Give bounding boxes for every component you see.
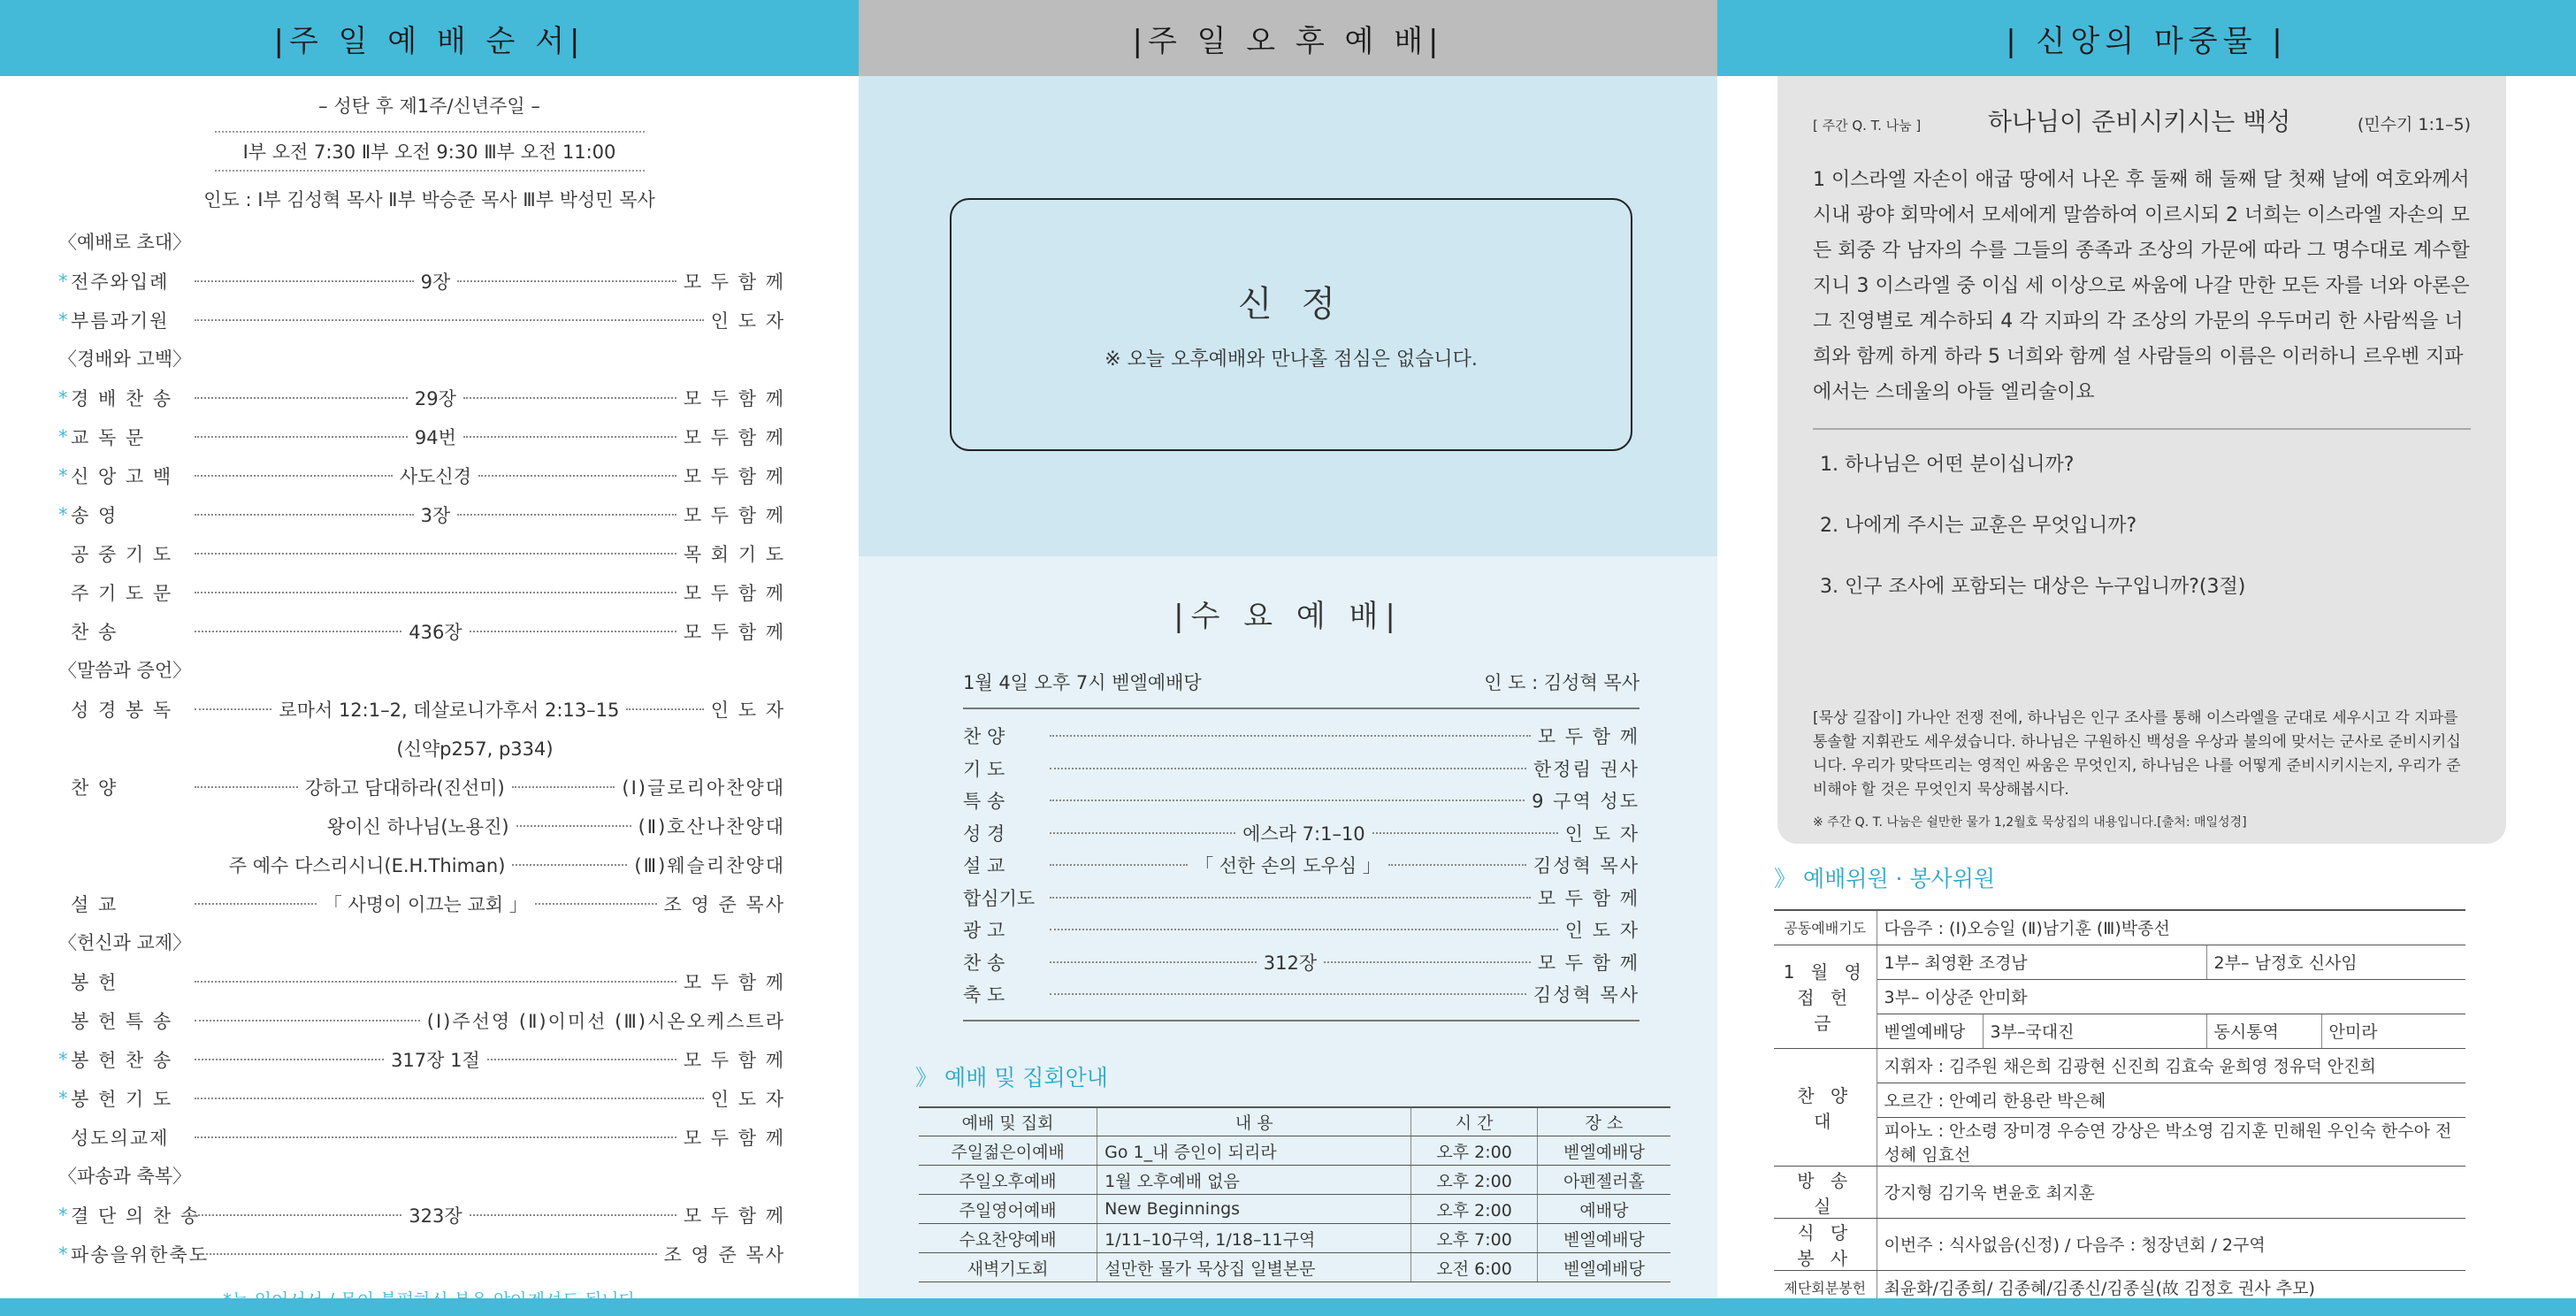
table-cell: 주일오후예배 <box>919 1166 1097 1195</box>
table-row <box>919 1253 1670 1282</box>
standing-marker: * <box>58 504 68 525</box>
sunday-order-title: |주 일 예 배 순 서| <box>0 0 859 76</box>
order-row <box>58 884 785 923</box>
table-cell: 오후 2:00 <box>1411 1166 1537 1195</box>
table-cell: 1월 오후예배 없음 <box>1097 1166 1411 1195</box>
order-item-detail: 436장 <box>409 622 462 643</box>
afternoon-title: |주 일 오 후 예 배| <box>859 0 1717 76</box>
order-item-detail: 사도신경 <box>399 466 471 487</box>
order-row <box>963 784 1640 817</box>
anthem-title: 왕이신 하나님(노용진) <box>326 816 509 838</box>
order-item-name: 성 경 <box>963 822 1005 845</box>
qt-source: ※ 주간 Q. T. 나눔은 쉴만한 물가 1,2월호 묵상집의 내용입니다.[출처: 매일성경] <box>1813 815 2247 830</box>
order-row <box>58 1196 785 1235</box>
order-item-name: 경 배 찬 송 <box>71 388 173 409</box>
order-item-leader: 인 도 자 <box>1564 822 1640 845</box>
dot-leader <box>195 514 414 516</box>
row-label: 식 당 봉 사 <box>1774 1218 1877 1270</box>
standing-marker: * <box>58 387 68 409</box>
dot-leader <box>195 1136 676 1138</box>
order-item-name: 설 교 <box>963 855 1005 877</box>
row-value: 강지형 김기욱 변윤호 최지훈 <box>1877 1166 2465 1218</box>
column-header: 장 소 <box>1537 1107 1670 1136</box>
section-heading: 〈말씀과 증언〉 <box>58 660 192 681</box>
standing-marker: * <box>58 1243 68 1265</box>
dot-leader <box>195 1214 401 1216</box>
order-item-detail: 「 사명이 이끄는 교회 」 <box>323 894 528 915</box>
table-cell: 벧엘예배당 <box>1537 1224 1670 1253</box>
anthem-choir: (Ⅱ)호산나찬양대 <box>638 816 785 838</box>
order-item-name: 성도의교제 <box>71 1128 170 1149</box>
dot-leader <box>478 475 676 477</box>
order-item-name: 전주와입례 <box>71 272 170 293</box>
order-item-name: 파송을위한축도 <box>71 1244 210 1266</box>
table-cell: Go 1_내 증인이 되리라 <box>1097 1136 1411 1166</box>
order-item-leader: (Ⅰ)주선영 (Ⅱ)이미선 (Ⅲ)시온오케스트라 <box>426 1011 785 1032</box>
row-value: 3부–국대진 <box>1983 1014 2206 1048</box>
order-row <box>58 1079 785 1118</box>
order-item-name: 봉 헌 특 송 <box>71 1011 173 1032</box>
order-item-leader: 인 도 자 <box>710 310 785 332</box>
wednesday-date: 1월 4일 오후 7시 벧엘예배당 <box>963 672 1202 693</box>
dot-leader <box>195 280 414 282</box>
dot-leader <box>1050 961 1257 963</box>
order-row <box>58 456 785 495</box>
order-item-leader: (Ⅰ)글로리아찬양대 <box>622 777 786 799</box>
order-item-detail: 312장 <box>1263 952 1318 974</box>
order-item-leader: 인 도 자 <box>710 1089 785 1110</box>
column-header: 내 용 <box>1097 1107 1411 1136</box>
dot-leader <box>512 786 615 788</box>
row-label: 1 월 영 접 헌 금 <box>1774 945 1877 1048</box>
order-row <box>58 1040 785 1079</box>
order-row <box>58 768 785 807</box>
row-value: 다음주 : (Ⅰ)오승일 (Ⅱ)남기훈 (Ⅲ)박종선 <box>1877 910 2465 945</box>
order-item-leader: 모 두 함 께 <box>683 1050 785 1071</box>
dot-leader <box>195 708 271 710</box>
faith-title: | 신앙의 마중물 | <box>1717 0 2576 76</box>
dot-leader <box>195 981 676 983</box>
dot-leader <box>1372 832 1558 834</box>
service-times: Ⅰ부 오전 7:30 Ⅱ부 오전 9:30 Ⅲ부 오전 11:00 <box>215 131 645 172</box>
dot-leader <box>195 1098 704 1099</box>
order-row <box>58 417 785 456</box>
standing-marker: * <box>58 310 68 331</box>
dot-leader <box>195 553 676 555</box>
order-item-leader: 인 도 자 <box>1564 920 1640 942</box>
standing-marker: * <box>58 426 68 448</box>
volunteers-table <box>1774 909 2465 1305</box>
table-cell: 오전 6:00 <box>1411 1253 1537 1282</box>
dot-leader <box>1388 864 1526 866</box>
order-row <box>963 849 1640 882</box>
table-cell: 수요찬양예배 <box>919 1224 1097 1253</box>
order-item-detail: 29장 <box>414 388 456 409</box>
qt-tag: [ 주간 Q. T. 나눔 ] <box>1813 118 1922 134</box>
standing-marker: * <box>58 1088 68 1109</box>
new-year-notice-box <box>950 198 1632 451</box>
qt-question: 1. 하나님은 어떤 분이십니까? <box>1820 454 2075 476</box>
order-item-name: 합심기도 <box>963 887 1036 909</box>
services-heading: 》 예배 및 집회안내 <box>915 1064 1108 1090</box>
order-item-detail: 「 선한 손의 도우심 」 <box>1195 855 1381 877</box>
order-row <box>58 962 785 1001</box>
table-row <box>1774 1117 2465 1166</box>
table-row <box>1774 1083 2465 1117</box>
row-label: 찬 양 대 <box>1774 1048 1877 1166</box>
order-row <box>963 946 1640 979</box>
order-item-detail: 에스라 7:1–10 <box>1242 822 1365 845</box>
order-row <box>58 534 785 573</box>
row-label: 제단회분봉헌 <box>1774 1270 1877 1305</box>
table-cell: 1/11–10구역, 1/18–11구역 <box>1097 1224 1411 1253</box>
order-item-leader: 모 두 함 께 <box>683 427 785 448</box>
table-cell: 설만한 물가 묵상집 일별본문 <box>1097 1253 1411 1282</box>
order-row <box>58 1235 785 1274</box>
table-row <box>919 1224 1670 1253</box>
section-heading: 〈파송과 축복〉 <box>58 1166 192 1187</box>
order-item-leader: 인 도 자 <box>710 700 785 721</box>
order-row <box>963 753 1640 785</box>
order-item-leader: 모 두 함 께 <box>683 272 786 293</box>
order-item-name: 특 송 <box>963 791 1005 813</box>
qt-header <box>1813 103 2471 138</box>
order-item-detail: 317장 1절 <box>391 1050 480 1071</box>
order-item-name: 결 단 의 찬 송 <box>71 1205 201 1227</box>
order-row <box>963 817 1640 850</box>
dot-leader <box>463 397 676 399</box>
order-item-name: 찬 송 <box>963 952 1005 974</box>
order-item-leader: 조 영 준 목사 <box>663 1244 785 1266</box>
row-value: 이번주 : 식사없음(신정) / 다음주 : 청장년회 / 2구역 <box>1877 1218 2465 1270</box>
order-item-detail: 9장 <box>420 272 451 293</box>
dot-leader <box>195 592 676 593</box>
dot-leader <box>1324 961 1531 963</box>
order-item-name: 찬 양 <box>963 726 1005 748</box>
table-cell: 오후 2:00 <box>1411 1136 1537 1166</box>
order-row <box>58 573 785 612</box>
dot-leader <box>1050 768 1526 769</box>
row-value: 3부– 이상준 안미화 <box>1877 979 2465 1014</box>
dot-leader <box>535 903 657 905</box>
order-item-detail: 3장 <box>420 505 451 526</box>
dot-leader <box>195 319 704 321</box>
qt-title: 하나님이 준비시키시는 백성 <box>1987 107 2291 136</box>
order-item-name: 봉 헌 찬 송 <box>71 1050 173 1071</box>
dot-leader <box>195 1020 420 1021</box>
dot-leader <box>457 280 676 282</box>
section-heading: 〈예배로 초대〉 <box>58 232 192 253</box>
dot-leader <box>195 436 408 438</box>
dot-leader <box>195 397 408 399</box>
order-item-name: 봉 헌 기 도 <box>71 1089 173 1110</box>
order-row <box>58 301 785 340</box>
notice-title: 신 정 <box>1238 284 1344 325</box>
table-row <box>1774 1014 2465 1048</box>
order-item-leader: 모 두 함 께 <box>683 583 785 604</box>
table-cell: 새벽기도회 <box>919 1253 1097 1282</box>
services-header-row <box>919 1107 1670 1136</box>
qt-reference: (민수기 1:1–5) <box>2357 115 2471 134</box>
wednesday-title: |수 요 예 배| <box>1173 599 1403 634</box>
order-item-leader: 모 두 함 께 <box>1537 887 1640 909</box>
table-cell: 오후 2:00 <box>1411 1195 1537 1224</box>
dot-leader <box>487 1059 676 1060</box>
order-row <box>58 612 785 651</box>
dot-leader <box>470 631 676 632</box>
order-item-name: 송 영 <box>71 505 118 526</box>
dot-leader <box>1050 735 1531 737</box>
order-item-leader: 9 구역 성도 <box>1532 791 1640 813</box>
volunteers-heading: 》 예배위원 · 봉사위원 <box>1774 866 1995 891</box>
table-cell: 벧엘예배당 <box>1537 1136 1670 1166</box>
order-item-name: 봉 헌 <box>71 972 118 993</box>
column-header: 예배 및 집회 <box>919 1107 1097 1136</box>
dot-leader <box>457 514 676 516</box>
service-leaders: 인도 : Ⅰ부 김성혁 목사 Ⅱ부 박승준 목사 Ⅲ부 박성민 목사 <box>203 189 655 210</box>
row-value: 안미라 <box>2321 1014 2465 1048</box>
table-row <box>1774 979 2465 1014</box>
order-item-leader: 조 영 준 목사 <box>663 894 785 915</box>
qt-panel <box>1777 76 2506 844</box>
order-item-leader: 김성혁 목사 <box>1533 984 1640 1006</box>
bottom-bar <box>0 1298 2576 1316</box>
row-value: 오르간 : 안예리 한용란 박은혜 <box>1877 1083 2465 1117</box>
order-item-leader: 모 두 함 께 <box>683 466 786 487</box>
dot-leader <box>195 1059 384 1060</box>
row-label: 공동예배기도 <box>1774 910 1877 945</box>
dot-leader <box>470 1214 676 1216</box>
dot-leader <box>1050 897 1531 899</box>
order-item-name: 부름과기원 <box>71 310 170 332</box>
services-table <box>919 1106 1670 1283</box>
order-item-leader: 모 두 함 께 <box>683 505 786 526</box>
column-header: 시 간 <box>1411 1107 1537 1136</box>
dot-leader <box>1050 993 1526 995</box>
order-row <box>963 720 1640 753</box>
dot-leader <box>626 708 703 710</box>
faith-column <box>1717 0 2576 1316</box>
order-row <box>58 1118 785 1157</box>
wednesday-order-list <box>963 720 1640 1021</box>
scripture-pages <box>58 729 785 768</box>
order-item-name: 기 도 <box>963 758 1005 780</box>
dot-leader <box>516 825 631 827</box>
dot-leader <box>1050 929 1558 930</box>
table-row <box>1774 1166 2465 1218</box>
order-row <box>58 690 785 729</box>
table-row <box>919 1166 1670 1195</box>
order-row <box>58 262 785 301</box>
order-item-leader: 모 두 함 께 <box>683 972 785 993</box>
notice-text: ※ 오늘 오후예배와 만나홀 점심은 없습니다. <box>1105 348 1478 371</box>
order-item-detail: 94번 <box>414 427 456 448</box>
table-cell: New Beginnings <box>1097 1195 1411 1224</box>
row-value: 1부– 최영환 조경남 <box>1877 945 2206 979</box>
dot-leader <box>195 786 298 788</box>
table-cell: 벧엘예배당 <box>1537 1253 1670 1282</box>
order-item-name: 찬 양 <box>71 777 118 799</box>
order-item-leader: 한정림 권사 <box>1533 758 1640 780</box>
table-cell: 주일영어예배 <box>919 1195 1097 1224</box>
table-cell: 오후 7:00 <box>1411 1224 1537 1253</box>
order-item-name: 광 고 <box>963 920 1005 942</box>
qt-questions <box>1820 448 2471 631</box>
qt-question: 3. 인구 조사에 포함되는 대상은 누구입니까?(3절) <box>1820 576 2246 598</box>
order-item-leader: 김성혁 목사 <box>1533 855 1640 877</box>
standing-marker: * <box>58 465 68 486</box>
dot-leader <box>463 436 676 438</box>
row-value: 지휘자 : 김주원 채은희 김광현 신진희 김효숙 윤희영 정유덕 안진희 <box>1877 1048 2465 1083</box>
order-row <box>58 495 785 534</box>
dot-leader <box>195 903 317 905</box>
order-item-name: 축 도 <box>963 984 1005 1006</box>
section-heading: 〈헌신과 교제〉 <box>58 932 192 953</box>
table-cell: 주일젊은이예배 <box>919 1136 1097 1166</box>
dot-leader <box>512 864 627 866</box>
row-value: 동시통역 <box>2206 1014 2321 1048</box>
sunday-order-column <box>0 0 859 1316</box>
order-item-leader: 모 두 함 께 <box>683 388 785 409</box>
anthem-title: 주 예수 다스리시니(E.H.Thiman) <box>228 855 506 876</box>
order-row <box>963 914 1640 946</box>
row-value: 피아노 : 안소령 장미경 우승연 강상은 박소영 김지훈 민해원 우인숙 한수아 전성혜 임효선 <box>1877 1117 2465 1166</box>
order-item-detail: 로마서 12:1–2, 데살로니가후서 2:13–15 <box>279 700 620 721</box>
table-cell: 아펜젤러홀 <box>1537 1166 1670 1195</box>
anthem-choir: (Ⅲ)웨슬리찬양대 <box>634 855 785 876</box>
row-value: 2부– 남정호 신사임 <box>2206 945 2465 979</box>
order-item-leader: 목 회 기 도 <box>683 544 785 565</box>
order-item-detail: 323장 <box>409 1205 462 1227</box>
order-row <box>58 379 785 417</box>
section-heading: 〈경배와 고백〉 <box>58 348 192 370</box>
table-row <box>1774 910 2465 945</box>
anthem-row <box>58 807 785 845</box>
order-item-leader: 모 두 함 께 <box>1537 726 1640 748</box>
order-item-name: 주 기 도 문 <box>71 583 173 604</box>
dot-leader <box>1050 832 1235 834</box>
dot-leader <box>195 631 401 632</box>
order-row <box>963 882 1640 914</box>
standing-marker: * <box>58 271 68 292</box>
table-row <box>1774 1218 2465 1270</box>
anthem-row <box>58 845 785 884</box>
dot-leader <box>195 475 393 477</box>
afternoon-column <box>859 0 1717 1316</box>
order-item-name: 성 경 봉 독 <box>71 700 173 721</box>
row-value: 최윤화/김종희/ 김종혜/김종신/김종실(故 김정호 권사 추모) <box>1877 1270 2465 1305</box>
dot-leader <box>1050 800 1525 801</box>
qt-meditation-guide: [묵상 길잡이] 가나안 전쟁 전에, 하나님은 인구 조사를 통해 이스라엘을 군대로 세우시고 각 지파를 통솔할 지휘관도 세우셨습니다. 하나님은 구원하신 백성을 우상과 불의에 맞서는 군사로 준비시키십니다. 우리가 맞닥뜨리는 영적인 싸움은 무엇인지, 하나님은 나를 어떻게 준비시키시는지, 우리가 준비해야 할 것은 무엇인지 묵상해봅시다. <box>1813 709 2461 799</box>
order-item-leader: 모 두 함 께 <box>683 1128 785 1149</box>
table-row <box>1774 945 2465 979</box>
scripture-pages-text: (신약p257, p334) <box>396 738 554 760</box>
dot-leader <box>195 1253 657 1255</box>
dot-leader <box>1050 864 1188 866</box>
order-item-leader: 모 두 함 께 <box>683 1205 786 1227</box>
order-item-detail: 강하고 담대하라(진선미) <box>304 777 505 799</box>
sunday-subtitle: – 성탄 후 제1주/신년주일 – <box>318 96 540 117</box>
order-item-name: 공 중 기 도 <box>71 544 173 565</box>
order-item-leader: 모 두 함 께 <box>1537 952 1640 974</box>
qt-scripture-text: 1 이스라엘 자손이 애굽 땅에서 나온 후 둘째 해 둘째 달 첫째 날에 여호와께서 시내 광야 회막에서 모세에게 말씀하여 이르시되 2 너희는 이스라엘 자손의 모든 회중 각 남자의 수를 그들의 종족과 조상의 가문에 따라 그 명수대로 계수할지니 3 이스라엘 중 이십 세 이상으로 싸움에 나갈 만한 모든 자를 너와 아론은 그 진영별로 계수하되 4 각 지파의 각 조상의 가문의 우두머리 한 사람씩을 너희와 함께 하게 하라 5 너희와 함께 설 사람들의 이름은 이러하니 르우벤 지파에서는 스데울의 아들 엘리술이요 <box>1813 163 2471 430</box>
order-item-name: 교 독 문 <box>71 427 146 448</box>
order-item-name: 찬 송 <box>71 622 118 643</box>
wednesday-leader: 인 도 : 김성혁 목사 <box>1484 672 1640 693</box>
standing-marker: * <box>58 1049 68 1070</box>
order-item-leader: 모 두 함 께 <box>683 622 786 643</box>
table-row <box>919 1136 1670 1166</box>
wednesday-info <box>963 669 1640 709</box>
order-item-name: 신 앙 고 백 <box>71 466 173 487</box>
order-item-name: 설 교 <box>71 894 118 915</box>
order-row <box>963 978 1640 1011</box>
row-label: 방 송 실 <box>1774 1166 1877 1218</box>
order-row <box>58 1001 785 1040</box>
qt-question: 2. 나에게 주시는 교훈은 무엇입니까? <box>1820 515 2137 537</box>
afternoon-panel <box>859 76 1717 556</box>
row-value: 벧엘예배당 <box>1877 1014 1983 1048</box>
table-row <box>1774 1048 2465 1083</box>
worship-order-list <box>58 223 785 1274</box>
table-cell: 예배당 <box>1537 1195 1670 1224</box>
table-row <box>919 1195 1670 1224</box>
standing-marker: * <box>58 1205 68 1226</box>
